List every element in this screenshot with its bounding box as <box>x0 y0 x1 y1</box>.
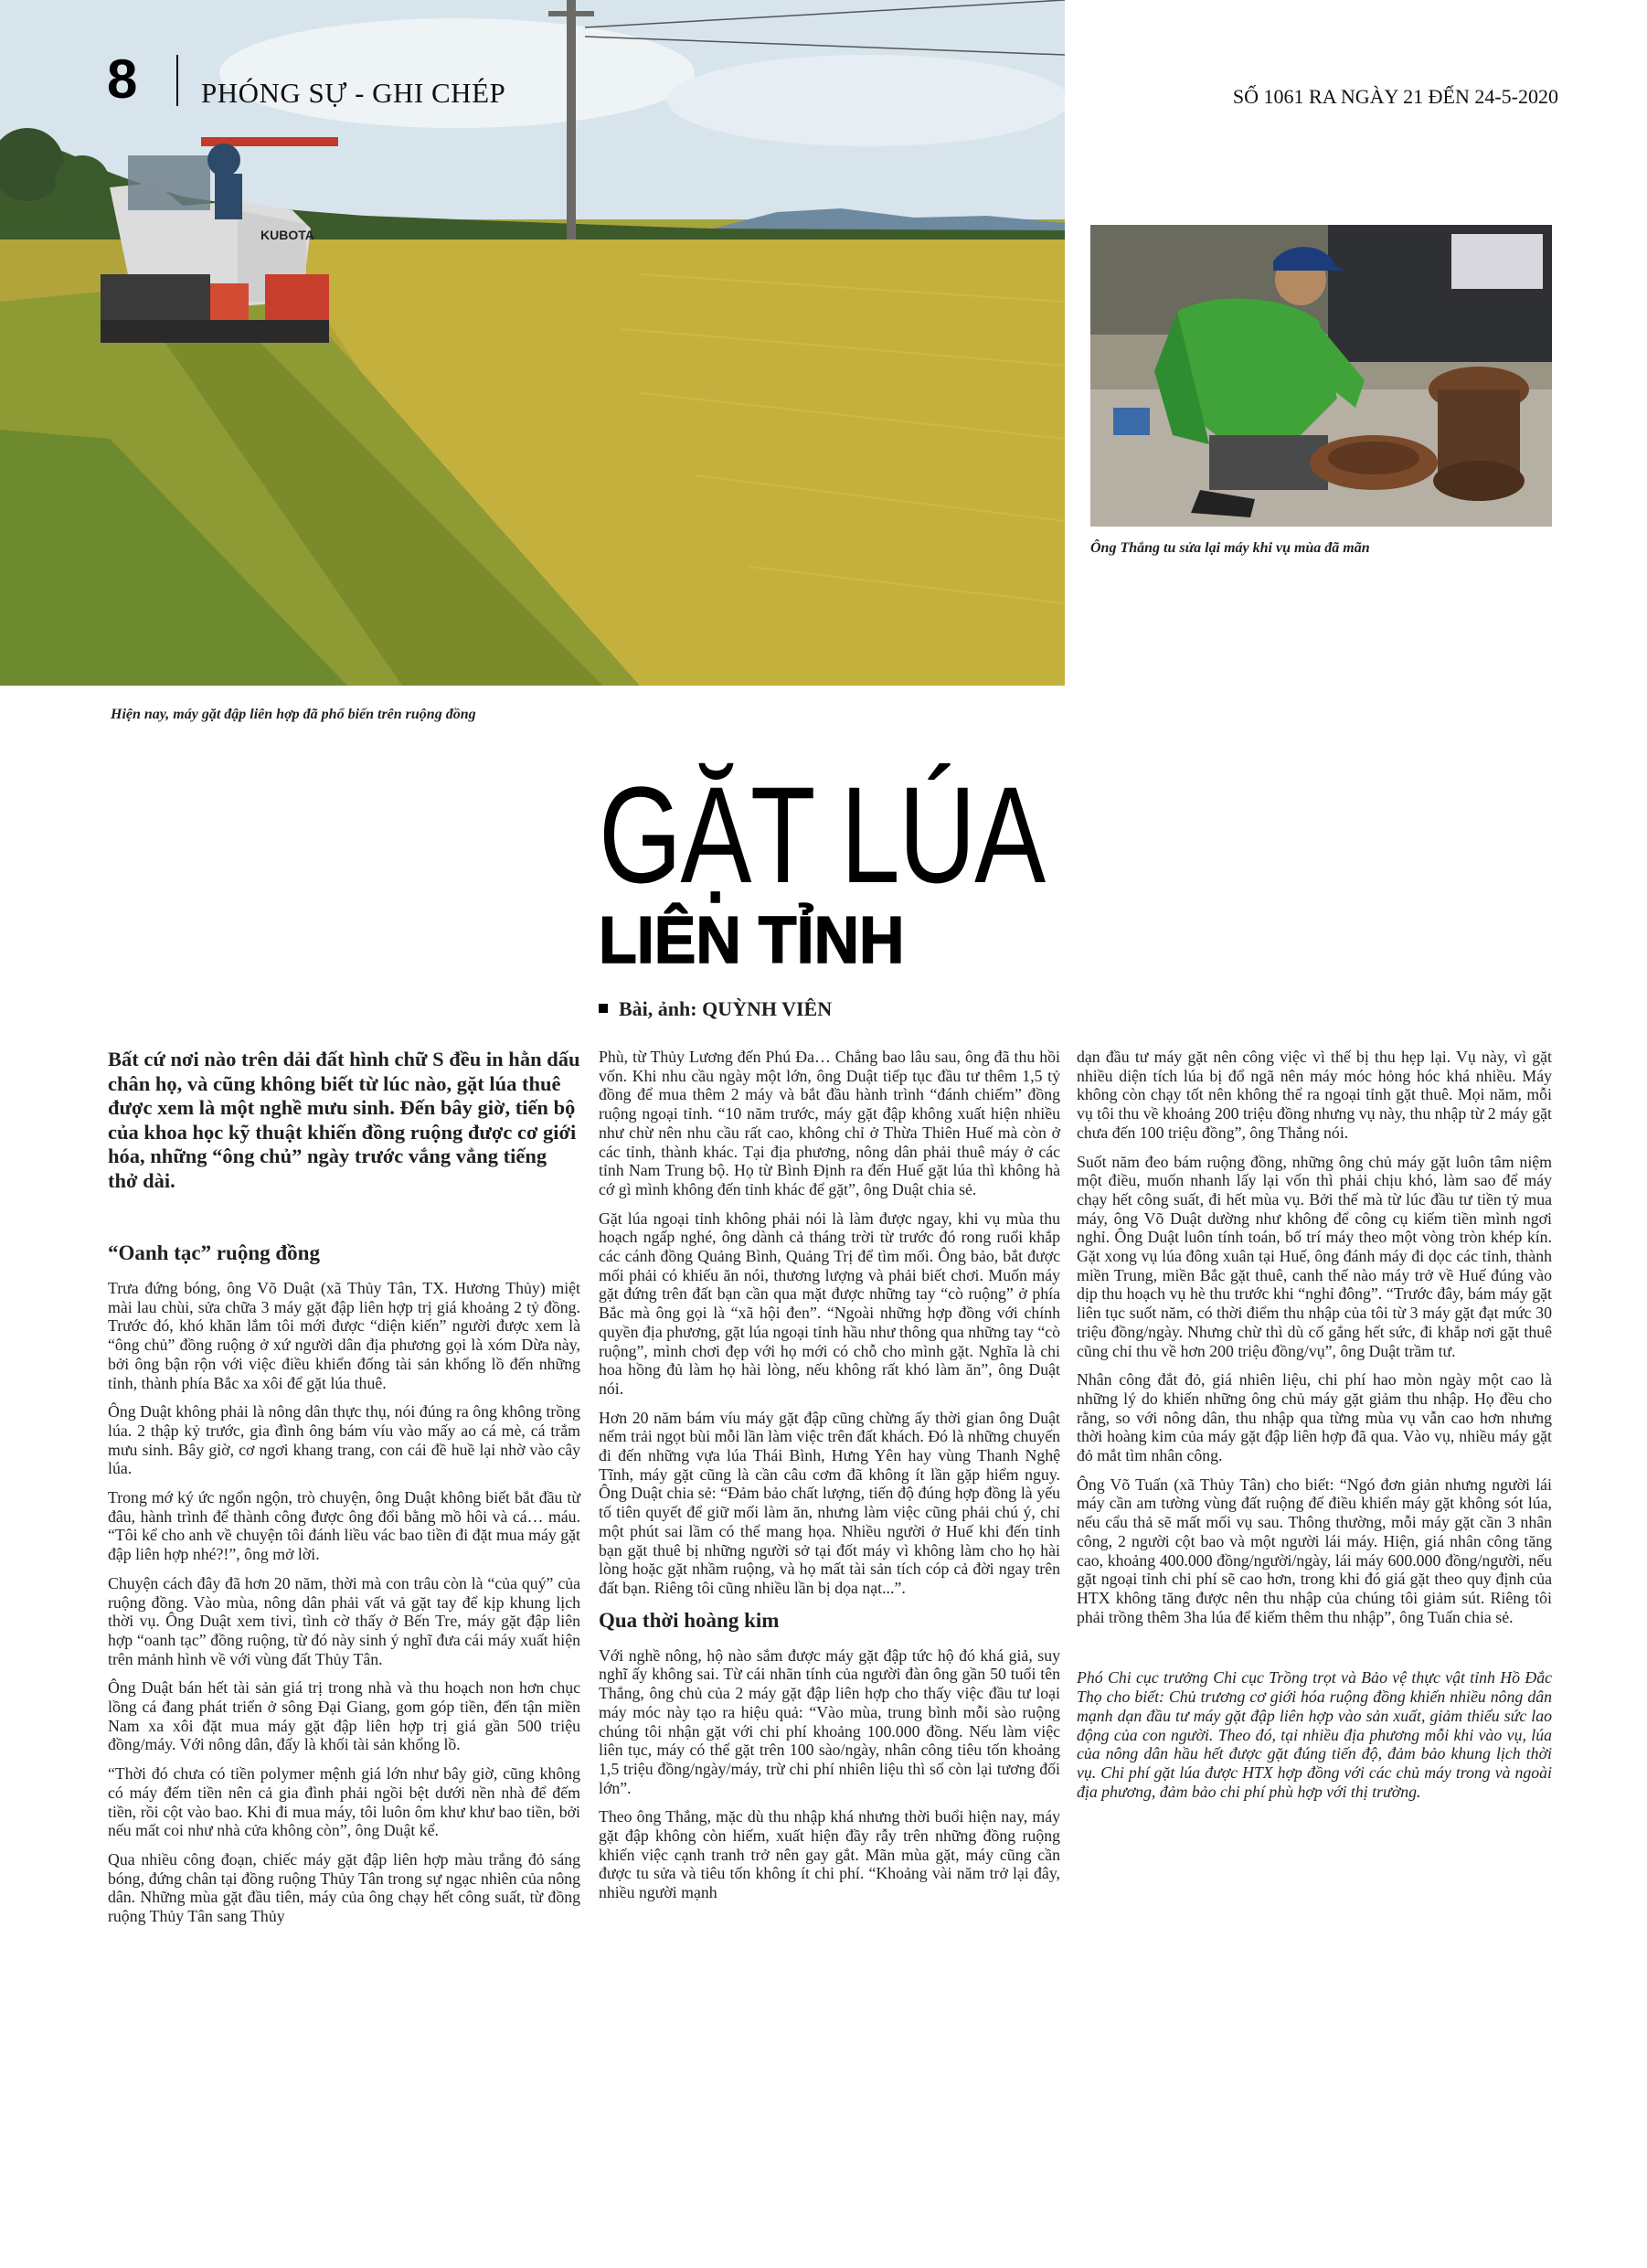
paragraph: Với nghề nông, hộ nào sắm được máy gặt đập tức hộ đó khá giả, suy nghĩ ấy không sai. Từ cái nhãn tính của người đàn ông gần 50 tuổi tên Thắng, ông chủ của 2 máy gặt đập liên hợp cho thấy việc đầu tư loại máy móc này tạo ra hiệu quả: “Vào mùa, trung bình mỗi sào ruộng chúng tôi nhận gặt với chi phí khoảng 100.000 đồng. Nếu làm việc liên tục, máy có thể gặt trên 100 sào/ngày, nhân công tiêu tốn khoảng 1,5 triệu đồng/ngày/máy, trừ chi phí nhiên liệu thì số còn lại tương đối lớn”. <box>599 1645 1060 1797</box>
section-name: PHÓNG SỰ - GHI CHÉP <box>201 77 506 109</box>
paragraph: Trưa đứng bóng, ông Võ Duật (xã Thủy Tân, TX. Hương Thủy) miệt mài lau chùi, sửa chữa 3 máy gặt đập liên hợp trị giá khoảng 2 tỷ đồng. Trước đó, khó khăn lắm tôi mới được “diện kiến” người được xem là “ông chủ” đồng ruộng ở xứ người dân địa phương gọi là xóm Dừa này, bởi ông bận rộn với việc điều khiển đống tài sản khổng lồ đến những tỉnh, thành phía Bắc xa xôi để gặt lúa thuê. <box>108 1279 580 1392</box>
paragraph: Chuyện cách đây đã hơn 20 năm, thời mà con trâu còn là “của quý” của ruộng đồng. Vào mùa, nông dân phải vất vả gặt tay để kịp khung lịch thời vụ. Ông Duật xem tivi, tình cờ thấy ở Bến Tre, máy gặt đập liên hợp “oanh tạc” đồng ruộng, từ đó này sinh ý nghĩ đưa cái máy xuất hiện trên mảnh hình về với vùng đất Thủy Tân. <box>108 1573 580 1668</box>
paragraph: Qua nhiều công đoạn, chiếc máy gặt đập liên hợp màu trắng đỏ sáng bóng, đứng chân tại đồng ruộng Thủy Tân trong sự ngạc nhiên của nông dân. Những mùa gặt đầu tiên, máy của ông chạy hết công suất, từ đồng ruộng Thủy Tân sang Thủy <box>108 1849 580 1926</box>
byline <box>599 996 832 1022</box>
column-2 <box>599 1048 1060 1912</box>
main-photo-caption: Hiện nay, máy gặt đập liên hợp đã phổ biến trên ruộng đồng <box>111 707 476 722</box>
paragraph: Ông Võ Tuấn (xã Thủy Tân) cho biết: “Ngó đơn giản nhưng người lái máy cần am tường vùng đất ruộng để điều khiển máy gặt không sót lúa, nếu cẩu thả sẽ mất mối vụ sau. Thông thường, mỗi máy gặt cần 3 nhân công, 2 người cột bao và một người lái máy. Hiện, giá nhân công tăng cao, khoảng 400.000 đồng/người/ngày, lái máy 600.000 đồng/người, nếu gặt ngoại tỉnh chi phí sẽ cao hơn, trong khi đó giá gặt theo quy định của HTX không tăng được nên thu nhập của chúng tôi giảm sút. Riêng tôi phải trồng thêm 3ha lúa để kiếm thêm thu nhập”, ông Tuấn chia sẻ. <box>1077 1475 1552 1626</box>
lead-paragraph: Bất cứ nơi nào trên dải đất hình chữ S đều in hằn dấu chân họ, và cũng không biết từ lúc nào, gặt lúa thuê được xem là một nghề mưu sinh. Đến bây giờ, tiến bộ của khoa học kỹ thuật khiến đồng ruộng được cơ giới hóa, những “ông chủ” ngày trước vắng vẳng tiếng thở dài. <box>108 1048 580 1192</box>
column-3 <box>1077 1048 1552 1811</box>
article-title: GẶT LÚA <box>599 758 1045 911</box>
page-number: 8 <box>107 48 138 110</box>
byline-text: Bài, ảnh: QUỲNH VIÊN <box>619 997 833 1020</box>
header-divider <box>176 55 178 106</box>
harvester-brand: KUBOTA <box>260 228 314 242</box>
paragraph: Phù, từ Thủy Lương đến Phú Đa… Chẳng bao lâu sau, ông đã thu hồi vốn. Khi nhu cầu ngày một lớn, ông Duật tiếp tục đầu tư thêm 1,5 tỷ đồng để mua thêm 2 máy và bắt đầu hành trình “đánh chiếm” đồng ruộng ngoại tỉnh. “10 năm trước, máy gặt đập không xuất hiện nhiều như chừ nên nhu cầu rất cao, không chỉ ở Thừa Thiên Huế mà còn ở các tỉnh, thành khác. Tại địa phương, nông dân phải thuê máy ở các tỉnh Nam Trung bộ. Họ từ Bình Định ra đến Huế gặt lúa thì không hà cớ gì mình không đến tỉnh khác để gặt”, ông Duật chia sẻ. <box>599 1048 1060 1198</box>
side-photo-caption: Ông Thắng tu sửa lại máy khi vụ mùa đã mãn <box>1090 540 1370 556</box>
paragraph: Suốt năm đeo bám ruộng đồng, những ông chủ máy gặt luôn tâm niệm một điều, muốn nhanh lấy lại vốn thì phải chịu khó, làm sao để máy chạy hết công suất, đi hết mùa vụ. Bởi thế mà từ lúc đầu tư tiền tỷ mua máy, ông Võ Duật dường như không để công cụ kiếm tiền mình ngơi nghỉ. Ông Duật luôn tính toán, bố trí máy theo một vòng tròn khép kín. Gặt xong vụ lúa đông xuân tại Huế, ông đánh máy đi dọc các tỉnh, thành miền Trung, miền Bắc gặt thuê, canh thế nào máy trở về Huế đúng vào dịp thu hoạch vụ hè thu trước khi “nghỉ đông”. “Trước đây, bám máy gặt liên tục suốt năm, có thời điểm thu nhập của tôi từ 3 máy gặt đạt mức 30 triệu đồng/ngày. Nhưng chừ thì dù cố gắng hết sức, đi khắp nơi gặt thuê cũng chỉ thu về hơn 200 triệu đồng/vụ”, ông Duật trầm tư. <box>1077 1152 1552 1360</box>
side-photo <box>1090 225 1552 527</box>
column-1 <box>108 1048 580 1936</box>
paragraph: Hơn 20 năm bám víu máy gặt đập cũng chừng ấy thời gian ông Duật nếm trải ngọt bùi mỗi lần làm việc trên đất khách. Đó là những chuyến đi đến những vựa lúa Thái Bình, Hưng Yên hay vùng Thanh Nghệ Tĩnh, máy gặt cũng là cần câu cơm đã không ít lần gặp hiểm nguy. Ông Duật chia sẻ: “Đảm bảo chất lượng, tiến độ đúng hợp đồng là yếu tố tiên quyết để giữ mối làm ăn, nhưng làm việc cũng phải chú ý, chỉ một phút sai lầm có thể mang họa. Nhiều người ở Huế khi đến tỉnh bạn gặt thuê bị những người sở tại đốt máy vì không làm cho họ hài lòng hoặc gặt nhầm ruộng, và họ mất tài sản tích cóp cả đời ngay trên đất bạn. Riêng tôi cũng nhiều lần bị dọa nạt...”. <box>599 1408 1060 1597</box>
paragraph: Ông Duật bán hết tài sản giá trị trong nhà và thu hoạch non hơn chục lồng cá đang phát triển ở sông Đại Giang, gom góp tiền, đến tận miền Nam xa xôi đặt mua máy gặt đập liên hợp trị giá gần 500 triệu đồng/máy. Với nông dân, đấy là khối tài sản khổng lồ. <box>108 1678 580 1754</box>
issue-info: SỐ 1061 RA NGÀY 21 ĐẾN 24-5-2020 <box>1232 85 1558 108</box>
expert-quote: Phó Chi cục trưởng Chi cục Trồng trọt và Bảo vệ thực vật tỉnh Hồ Đắc Thọ cho biết: Chủ trương cơ giới hóa ruộng đồng khiến nhiều nông dân mạnh dạn đầu tư máy gặt đập liên hợp vào sản xuất, giảm thiểu sức lao động của con người. Theo đó, tại nhiều địa phương mỗi khi vào vụ, lúa của nông dân hầu hết được gặt đúng tiến độ, đảm bảo khung lịch thời vụ. Chi phí gặt lúa được HTX hợp đồng với các chủ máy trong và ngoài địa phương, đảm bảo chi phí phù hợp với thị trường. <box>1077 1668 1552 1801</box>
subhead-1: “Oanh tạc” ruộng đồng <box>108 1241 320 1264</box>
paragraph: Trong mớ ký ức ngổn ngộn, trò chuyện, ông Duật không biết bắt đầu từ đâu, hành trình để thành công được ông đổi bằng mồ hôi và cá… máu. “Tôi kể cho anh về chuyện tôi đánh liều vác bao tiền đi đặt mua máy gặt đập liên hợp nhé?!”, ông mở lời. <box>108 1488 580 1564</box>
paragraph: “Thời đó chưa có tiền polymer mệnh giá lớn như bây giờ, cũng không có máy đếm tiền nên cả gia đình phải ngồi bệt dưới nền nhà để đếm tiền, rồi cột vào bao. Khi đi mua máy, tôi luôn ôm khư khư bao tiền, bởi nếu mất coi như nhà cửa không còn”, ông Duật kể. <box>108 1764 580 1840</box>
paragraph: dạn đầu tư máy gặt nên công việc vì thế bị thu hẹp lại. Vụ này, vì gặt nhiều diện tích lúa bị đổ ngã nên máy móc hỏng hóc khá nhiều. Máy không còn chạy tốt nên không thể ra ngoại tỉnh gặt thuê. Mọi năm, mỗi vụ tôi thu về khoảng 200 triệu đồng nhưng vụ này, thu nhập từ 2 máy gặt chưa đến 100 triệu đồng”, ông Thắng nói. <box>1077 1048 1552 1142</box>
article-subtitle: LIÊN TỈNH <box>599 904 905 977</box>
main-photo <box>0 0 1065 686</box>
paragraph: Nhân công đắt đỏ, giá nhiên liệu, chi phí hao mòn ngày một cao là những lý do khiến những ông chủ máy gặt giảm thu nhập. Họ đều cho rằng, so với nông dân, thu nhập qua từng mùa vụ vẫn cao hơn nhưng thời hoàng kim của máy gặt đập liên hợp đã qua. Vào vụ, nhiều máy gặt đỏ mắt tìm nhân công. <box>1077 1370 1552 1465</box>
subhead-2: Qua thời hoàng kim <box>599 1608 780 1632</box>
byline-square-icon <box>599 1004 608 1013</box>
paragraph: Theo ông Thắng, mặc dù thu nhập khá nhưng thời buổi hiện nay, máy gặt đập không còn hiếm, xuất hiện đầy rẫy trên những đồng ruộng khiến việc cạnh tranh trở nên gay gắt. Mãn mùa gặt, máy cũng cần được tu sửa và tiêu tốn không ít chi phí. “Khoảng vài năm trở lại đây, nhiều người mạnh <box>599 1807 1060 1902</box>
harvest-field-illustration <box>0 0 1065 686</box>
paragraph: Gặt lúa ngoại tỉnh không phải nói là làm được ngay, khi vụ mùa thu hoạch ngấp nghé, ông dành cả tháng trời từ trước đó rong ruổi khắp các cánh đồng Quảng Bình, Quảng Trị để tìm mối. Ông bảo, bắt được mối phải có khiếu ăn nói, thương lượng và phải biết chơi. Muốn máy gặt đứng trên đất bạn cần qua mặt được những tay “cò ruộng” ở phía Bắc mà ông gọi là “xã hội đen”. “Ngoài những hợp đồng với chính quyền địa phương, gặt lúa ngoại tỉnh hầu như thông qua những tay “cò ruộng”, mình chơi đẹp với họ mới có chỗ cho mình gặt. Nghĩa là chi hoa hồng đủ làm họ hài lòng, nếu không rất khó làm ăn”, ông Duật nói. <box>599 1209 1060 1398</box>
paragraph: Ông Duật không phải là nông dân thực thụ, nói đúng ra ông không trồng lúa. 2 thập kỷ trước, gia đình ông bám víu vào mấy ao cá mè, cá trắm mưu sinh. Bây giờ, cơ ngơi khang trang, con cái đề huề lại nhờ vào cây lúa. <box>108 1402 580 1478</box>
mechanic-illustration <box>1090 225 1552 527</box>
